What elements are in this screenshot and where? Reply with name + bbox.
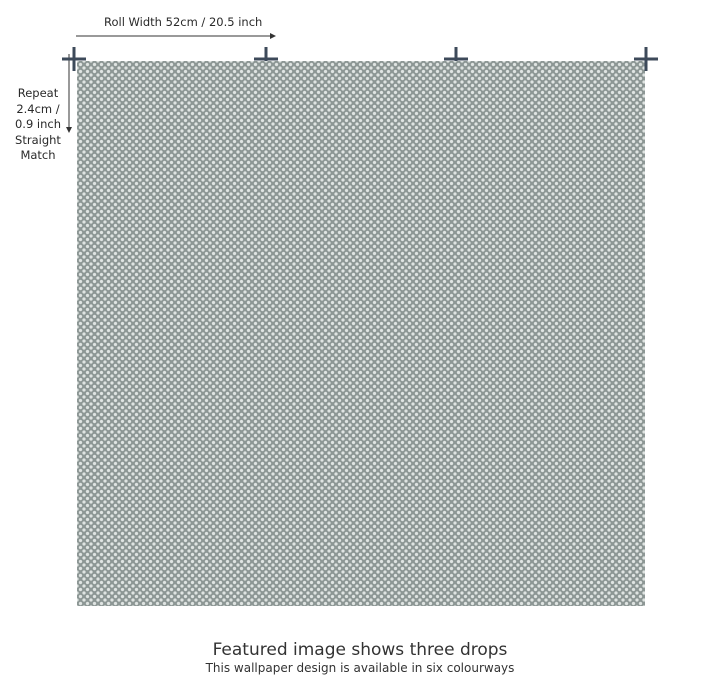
drop-mark-icon — [254, 47, 278, 63]
repeat-label — [10, 86, 66, 164]
caption-subtitle: This wallpaper design is available in six colourways — [205, 661, 515, 675]
repeat-label-line: Repeat — [17, 86, 59, 100]
wallpaper-pattern-preview — [77, 61, 645, 606]
repeat-label-line: Straight — [15, 132, 61, 147]
repeat-label-line: 0.9 inch — [14, 117, 62, 131]
repeat-label-line: Match — [20, 148, 56, 162]
corner-mark-icon — [634, 47, 658, 71]
caption-title: Featured image shows three drops — [212, 640, 508, 660]
roll-width-label: Roll Width 52cm / 20.5 inch — [104, 15, 263, 29]
corner-mark-icon — [62, 47, 86, 71]
repeat-label-line: 2.4cm / — [16, 101, 60, 116]
width-arrow-icon — [76, 32, 276, 40]
drop-mark-icon — [444, 47, 468, 63]
